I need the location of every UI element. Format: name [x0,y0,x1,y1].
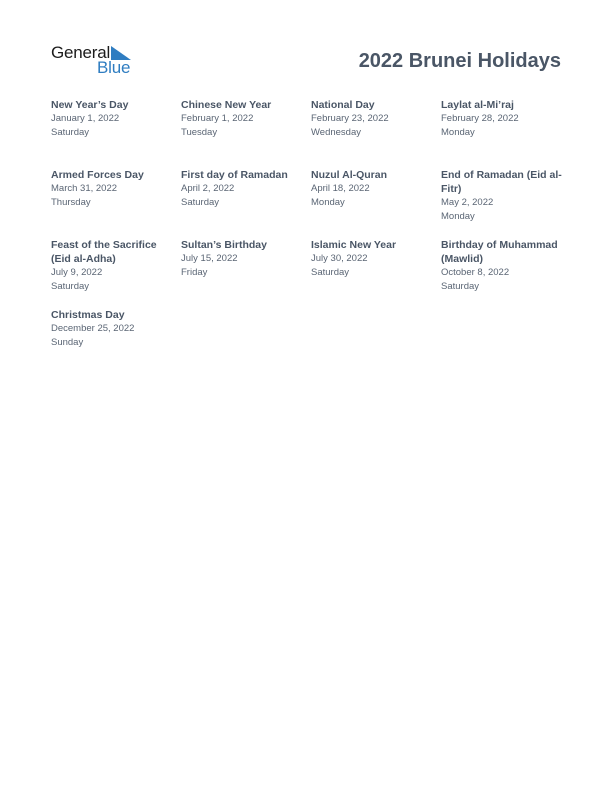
holiday-weekday: Monday [441,127,475,138]
holiday-item [441,238,571,308]
holiday-date: October 8, 2022 [441,267,510,278]
holiday-weekday: Sunday [51,337,84,348]
holiday-name: End of Ramadan (Eid al-Fitr) [441,169,562,195]
holiday-weekday: Saturday [311,267,350,278]
holiday-date: January 1, 2022 [51,113,120,124]
holiday-date: July 30, 2022 [311,253,368,264]
page-title: 2022 Brunei Holidays [358,50,561,72]
holiday-row [51,168,571,238]
holiday-date: July 15, 2022 [181,253,238,264]
holiday-item [441,168,571,238]
logo-word-blue: Blue [97,58,131,77]
holiday-name: New Year’s Day [51,99,129,111]
holiday-item [181,238,311,308]
holiday-date: December 25, 2022 [51,323,135,334]
holiday-weekday: Saturday [181,197,220,208]
holiday-name: First day of Ramadan [181,169,288,181]
holiday-date: February 28, 2022 [441,113,519,124]
holiday-weekday: Saturday [51,127,90,138]
holiday-weekday: Monday [441,211,475,222]
holiday-name: Islamic New Year [311,239,397,251]
holiday-name: Laylat al-Mi’raj [441,99,514,111]
holiday-name: Feast of the Sacrifice (Eid al-Adha) [51,239,157,265]
holiday-item [51,168,181,238]
holiday-grid [51,98,571,378]
holiday-item [51,98,181,168]
holiday-date: February 1, 2022 [181,113,254,124]
logo-word-general: General [51,43,111,62]
holiday-date: February 23, 2022 [311,113,389,124]
holiday-name: Armed Forces Day [51,169,144,181]
holiday-date: March 31, 2022 [51,183,118,194]
holiday-name: Chinese New Year [181,99,272,111]
holiday-name: Sultan’s Birthday [181,239,267,251]
holiday-weekday: Saturday [51,281,90,292]
holiday-date: July 9, 2022 [51,267,103,278]
holiday-date: May 2, 2022 [441,197,494,208]
holiday-item [441,98,571,168]
holiday-weekday: Friday [181,267,208,278]
holiday-name: Nuzul Al-Quran [311,169,388,181]
holiday-weekday: Monday [311,197,345,208]
holiday-item [51,238,181,308]
holiday-row [51,98,571,168]
holiday-date: April 2, 2022 [181,183,235,194]
holiday-weekday: Wednesday [311,127,361,138]
holiday-name: Christmas Day [51,309,125,321]
holiday-item [311,168,441,238]
holiday-item [51,308,181,378]
holiday-weekday: Thursday [51,197,91,208]
holiday-item [311,98,441,168]
holiday-date: April 18, 2022 [311,183,370,194]
holiday-row [51,308,571,378]
holiday-item [181,168,311,238]
generalblue-logo [51,43,141,79]
holiday-row [51,238,571,308]
holiday-item [181,98,311,168]
holiday-item [311,238,441,308]
holiday-weekday: Tuesday [181,127,218,138]
holiday-name: Birthday of Muhammad (Mawlid) [441,239,558,265]
holiday-weekday: Saturday [441,281,480,292]
holiday-name: National Day [311,99,375,111]
